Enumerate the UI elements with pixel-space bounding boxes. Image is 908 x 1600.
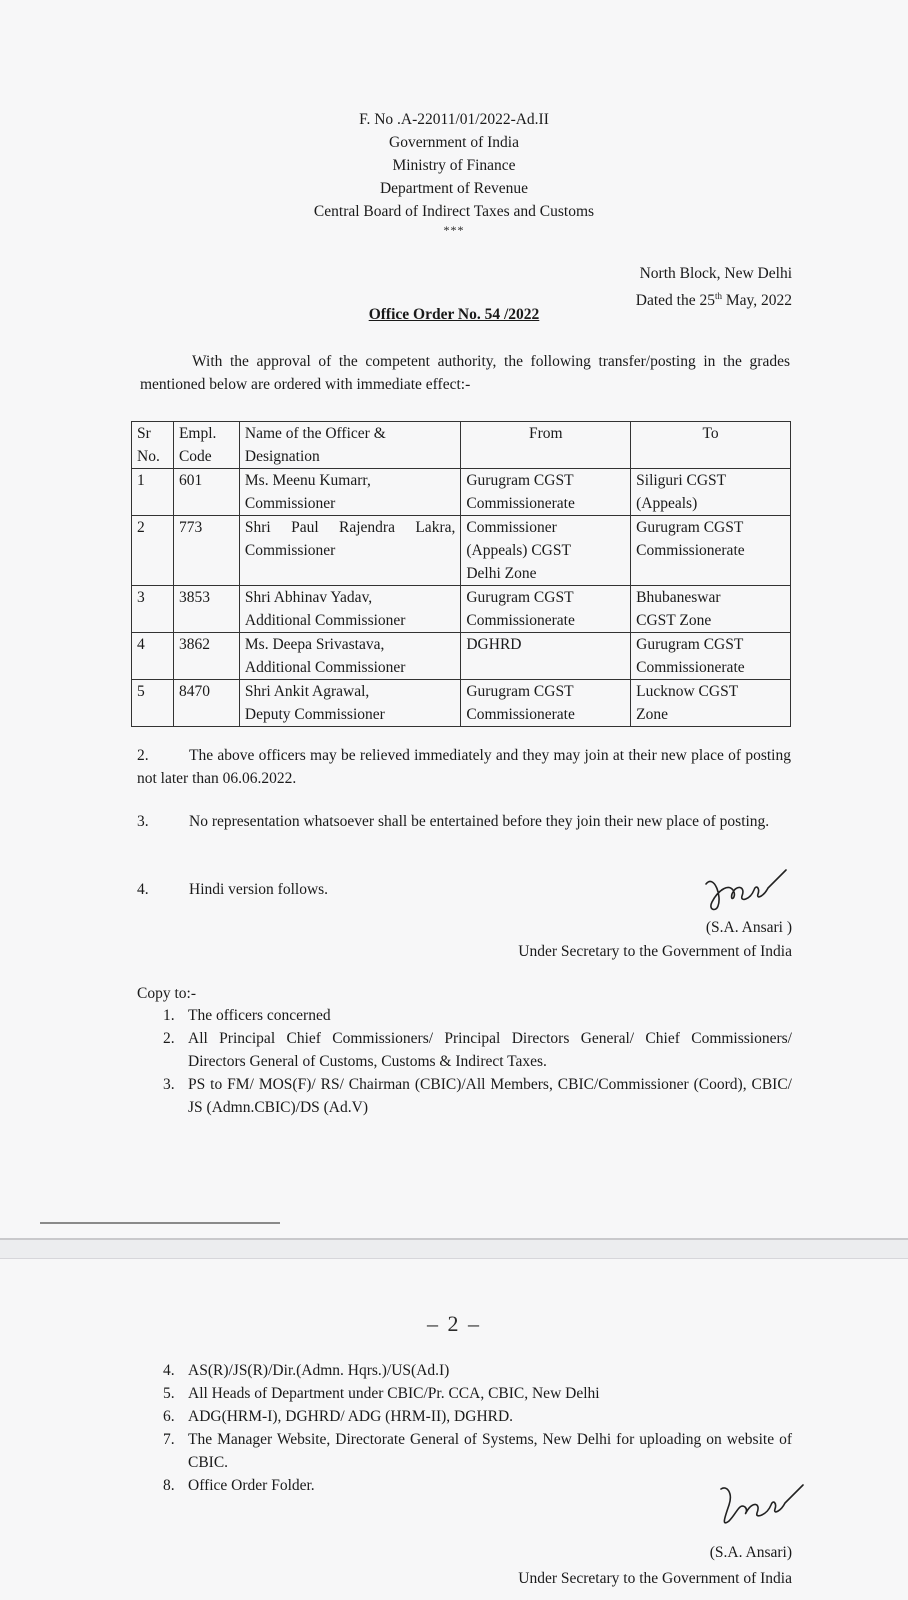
list-item: 7. The Manager Website, Directorate General of Systems, New Delhi for uploading on website of CBIC. [163, 1431, 792, 1471]
signature-icon [700, 866, 790, 916]
page-number: – 2 – [427, 1311, 481, 1336]
table-row [132, 586, 791, 633]
paragraph-3: 3. No representation whatsoever shall be entertained before they join their new place of posting. [137, 813, 770, 830]
header-line-ministry: Ministry of Finance [392, 157, 516, 174]
cell-name: Shri Abhinav Yadav, Additional Commissioner [239, 586, 460, 633]
cell-name: Ms. Deepa Srivastava, Additional Commissioner [239, 633, 460, 680]
cell-to: Gurugram CGST Commissionerate [631, 516, 791, 586]
header-name: Name of the Officer & Designation [239, 422, 460, 469]
cell-name: Shri Paul Rajendra Lakra, Commissioner [239, 516, 460, 586]
copy-to-list-continued [160, 1359, 792, 1497]
place: North Block, New Delhi [639, 265, 792, 282]
scan-artifact-line [40, 1222, 280, 1224]
transfer-table [131, 421, 791, 727]
list-item: 8. Office Order Folder. [163, 1477, 315, 1494]
cell-sr: 2 [132, 516, 174, 586]
cell-sr: 3 [132, 586, 174, 633]
header-to: To [631, 422, 791, 469]
cell-code: 773 [173, 516, 239, 586]
header-separator: *** [443, 223, 465, 237]
date: Dated the 25th May, 2022 [635, 291, 792, 310]
cell-code: 601 [173, 469, 239, 516]
cell-sr: 5 [132, 680, 174, 727]
cell-sr: 4 [132, 633, 174, 680]
header-from: From [461, 422, 631, 469]
list-item: 3. PS to FM/ MOS(F)/ RS/ Chairman (CBIC)/All Members, CBIC/Commissioner (Coord), CBIC/ JS (Admn.CBIC)/DS (Ad.V) [163, 1076, 792, 1116]
copy-to-label: Copy to:- [137, 985, 196, 1002]
header-sr-no: Sr No. [132, 422, 174, 469]
signatory-name: (S.A. Ansari ) [705, 919, 792, 936]
list-item: 5. All Heads of Department under CBIC/Pr. CCA, CBIC, New Delhi [163, 1385, 600, 1402]
signatory-name: (S.A. Ansari) [709, 1544, 792, 1561]
cell-code: 8470 [173, 680, 239, 727]
cell-from: Commissioner (Appeals) CGST Delhi Zone [461, 516, 631, 586]
table-row [132, 469, 791, 516]
header-line-board: Central Board of Indirect Taxes and Customs [313, 203, 595, 220]
cell-from: Gurugram CGST Commissionerate [461, 469, 631, 516]
list-item: 2. All Principal Chief Commissioners/ Principal Directors General/ Chief Commissioners/ Directors General of Customs, Customs & Indirect Taxes. [163, 1030, 792, 1070]
list-item: 6. ADG(HRM-I), DGHRD/ ADG (HRM-II), DGHRD. [163, 1408, 514, 1425]
cell-to: Gurugram CGST Commissionerate [631, 633, 791, 680]
paragraph-2: 2. The above officers may be relieved immediately and they may join at their new place of posting not later than 06.06.2022. [137, 747, 791, 787]
letter-header [0, 108, 908, 237]
header-empl-code: Empl. Code [173, 422, 239, 469]
list-item: 4. AS(R)/JS(R)/Dir.(Admn. Hqrs.)/US(Ad.I) [163, 1362, 450, 1379]
signature-icon [715, 1481, 805, 1531]
table-row [132, 633, 791, 680]
cell-sr: 1 [132, 469, 174, 516]
list-item: 1. The officers concerned [163, 1007, 331, 1024]
header-line-department: Department of Revenue [379, 180, 529, 197]
cell-from: Gurugram CGST Commissionerate [461, 680, 631, 727]
cell-code: 3862 [173, 633, 239, 680]
cell-from: Gurugram CGST Commissionerate [461, 586, 631, 633]
signatory-designation: Under Secretary to the Government of India [518, 1570, 792, 1587]
intro-paragraph: With the approval of the competent authority, the following transfer/posting in the grades mentioned below are ordered with immediate effect:- [140, 353, 790, 393]
place-and-date [636, 262, 792, 312]
cell-code: 3853 [173, 586, 239, 633]
cell-name: Shri Ankit Agrawal, Deputy Commissioner [239, 680, 460, 727]
table-header-row [132, 422, 791, 469]
cell-to: Bhubaneswar CGST Zone [631, 586, 791, 633]
paragraph-4: 4. Hindi version follows. [137, 881, 329, 898]
header-line-government: Government of India [389, 134, 519, 151]
table-row [132, 516, 791, 586]
cell-to: Siliguri CGST (Appeals) [631, 469, 791, 516]
file-number: F. No .A-22011/01/2022-Ad.II [359, 111, 549, 128]
table-row [132, 680, 791, 727]
cell-to: Lucknow CGST Zone [631, 680, 791, 727]
cell-from: DGHRD [461, 633, 631, 680]
order-title: Office Order No. 54 /2022 [368, 306, 540, 323]
cell-name: Ms. Meenu Kumarr, Commissioner [239, 469, 460, 516]
document-page-2 [0, 1258, 908, 1600]
copy-to-list [160, 1004, 792, 1119]
signatory-designation: Under Secretary to the Government of India [518, 943, 792, 960]
